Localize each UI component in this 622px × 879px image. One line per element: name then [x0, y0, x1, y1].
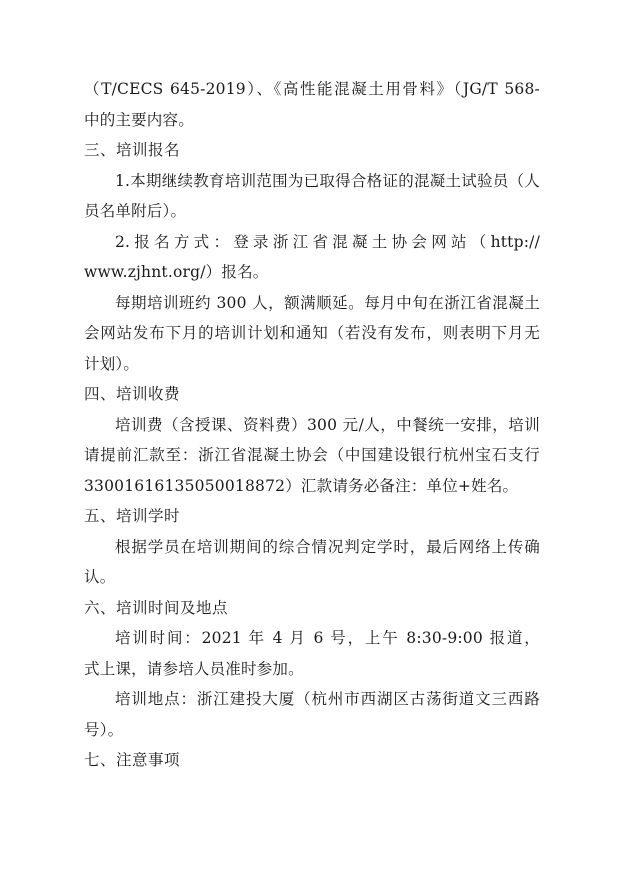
text-line-registration-url: www.zjhnt.org/）报名。	[84, 263, 269, 281]
text-line-training-place: 培训地点：浙江建投大厦（杭州市西湖区古荡街道文三西路	[115, 690, 540, 708]
text-line-training-scope: 1.本期继续教育培训范围为已取得合格证的混凝土试验员（人	[115, 171, 540, 190]
text-line-fee-remit: 请提前汇款至：浙江省混凝土协会（中国建设银行杭州宝石支行	[84, 446, 540, 464]
section-heading-notes: 七、注意事项	[84, 751, 181, 769]
text-line-main-content: 中的主要内容。	[84, 110, 194, 129]
document-body	[84, 74, 540, 776]
text-line-class-size: 每期培训班约 300 人，额满顺延。每月中旬在浙江省混凝土	[115, 293, 540, 312]
text-line-training-scope-cont: 员名单附后）。	[84, 202, 187, 220]
text-line-class-size-cont: 会网站发布下月的培训计划和通知（若没有发布，则表明下月无	[84, 324, 540, 342]
text-line-standard-refs: （T/CECS 645-2019）、《高性能混凝土用骨料》（JG/T 568-	[84, 80, 540, 98]
text-line-training-place-cont: 号）。	[84, 720, 124, 739]
text-line-hours-rule-end: 认。	[84, 568, 116, 586]
section-heading-hours: 五、培训学时	[84, 507, 181, 525]
section-heading-time-place: 六、培训时间及地点	[84, 598, 229, 617]
text-line-training-time: 培训时间：2021 年 4 月 6 号，上午 8:30-9:00 报道，	[115, 629, 540, 647]
text-line-fee-amount: 培训费（含授课、资料费）300 元/人，中餐统一安排，培训	[115, 415, 540, 434]
text-line-fee-account: 33001616135050018872）汇款请务必备注：单位+姓名。	[84, 476, 519, 495]
text-line-registration-method: 2.报名方式：登录浙江省混凝土协会网站（http://	[115, 232, 540, 251]
section-heading-fees: 四、培训收费	[84, 385, 181, 403]
text-line-class-size-end: 计划）。	[84, 354, 140, 373]
section-heading-registration: 三、培训报名	[84, 141, 181, 159]
text-line-training-time-cont: 式上课，请参培人员准时参加。	[84, 659, 304, 678]
text-line-hours-rule: 根据学员在培训期间的综合情况判定学时，最后网络上传确	[115, 537, 540, 556]
